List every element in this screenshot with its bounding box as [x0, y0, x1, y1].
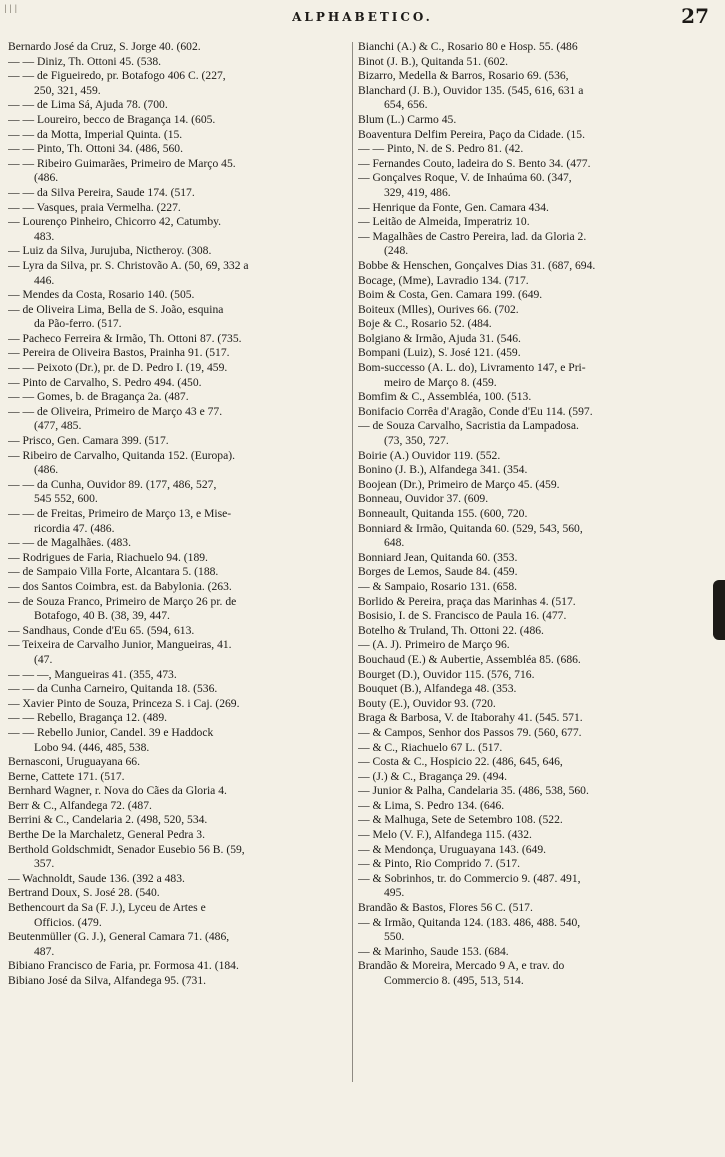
directory-entry-line: Beutenmüller (G. J.), General Camara 71. (486, — [8, 930, 230, 944]
directory-entry-line: — Rodrigues de Faria, Riachuelo 94. (189. — [8, 550, 208, 564]
directory-entry-line: — Mendes da Costa, Rosario 140. (505. — [8, 288, 195, 302]
column-divider — [352, 42, 353, 1082]
directory-entry-line: Bethencourt da Sa (F. J.), Lyceu de Artes e — [8, 901, 206, 915]
directory-entry-line: Blum (L.) Carmo 45. — [358, 112, 457, 126]
directory-entry-line: — (J.) & C., Bragança 29. (494. — [358, 769, 508, 783]
directory-entry-line: — — Diniz, Th. Ottoni 45. (538. — [8, 54, 162, 68]
directory-entry-line: 357. — [34, 857, 55, 871]
directory-entry-line: 487. — [34, 944, 55, 958]
directory-entry-line: 446. — [34, 273, 55, 287]
directory-entry-line: — Prisco, Gen. Camara 399. (517. — [8, 434, 169, 448]
directory-entry-line: (248. — [384, 244, 409, 258]
directory-entry-line: Berrini & C., Candelaria 2. (498, 520, 534. — [8, 813, 208, 827]
directory-entry-line: — — Pinto, Th. Ottoni 34. (486, 560. — [8, 142, 183, 156]
directory-entry-line: Boirie (A.) Ouvidor 119. (552. — [358, 448, 501, 462]
directory-entry-line: — Wachnoldt, Saude 136. (392 a 483. — [8, 871, 185, 885]
directory-entry-line: — — da Silva Pereira, Saude 174. (517. — [8, 185, 195, 199]
directory-entry-line: meiro de Março 8. (459. — [384, 375, 497, 389]
directory-entry-line: — — Gomes, b. de Bragança 2a. (487. — [8, 390, 189, 404]
directory-entry-line: Berthe De la Marchaletz, General Pedra 3. — [8, 828, 205, 842]
directory-entry-line: — Leitão de Almeida, Imperatriz 10. — [358, 215, 530, 229]
directory-entry-line: 648. — [384, 536, 405, 550]
directory-entry-line: — — de Figueiredo, pr. Botafogo 406 C. (227, — [8, 69, 226, 83]
directory-entry-line: Bouchaud (E.) & Aubertie, Assembléa 85. (686. — [358, 652, 581, 666]
directory-entry-line: — & C., Riachuelo 67 L. (517. — [358, 740, 503, 754]
directory-entry-line: Bizarro, Medella & Barros, Rosario 69. (536, — [358, 69, 569, 83]
directory-entry-line: Bonneault, Quitanda 155. (600, 720. — [358, 507, 528, 520]
directory-entry-line: Bouty (E.), Ouvidor 93. (720. — [358, 696, 496, 710]
directory-entry-line: — & Sampaio, Rosario 131. (658. — [358, 579, 518, 593]
directory-entry-line: Bolgiano & Irmão, Ajuda 31. (546. — [358, 331, 521, 345]
directory-entry-line: Commercio 8. (495, 513, 514. — [384, 974, 524, 987]
directory-entry-line: Berthold Goldschmidt, Senador Eusebio 56 B. (59, — [8, 842, 245, 856]
directory-entry-line: — de Oliveira Lima, Bella de S. João, esquina — [8, 302, 224, 316]
directory-entry-line: — Fernandes Couto, ladeira do S. Bento 34. (477. — [358, 156, 591, 170]
directory-entry-line: — Lyra da Silva, pr. S. Christovão A. (50, 69, 332 a — [8, 258, 249, 272]
left-column — [8, 40, 350, 989]
directory-entry-line: — Pacheco Ferreira & Irmão, Th. Ottoni 87. (735. — [8, 331, 242, 345]
directory-entry-line: — Teixeira de Carvalho Junior, Mangueiras, 41. — [8, 638, 232, 652]
directory-entry-line: — Junior & Palha, Candelaria 35. (486, 538, 560. — [358, 784, 589, 798]
directory-entry-line: — Henrique da Fonte, Gen. Camara 434. — [358, 200, 549, 214]
directory-entry-line: Brandão & Moreira, Mercado 9 A, e trav. do — [358, 959, 565, 973]
directory-entry-line: Bonneau, Ouvidor 37. (609. — [358, 492, 489, 506]
directory-entry-line: Bourget (D.), Ouvidor 115. (576, 716. — [358, 667, 535, 681]
directory-entry-line: Bonniard & Irmão, Quitanda 60. (529, 543, 560, — [358, 521, 583, 535]
directory-entry-line: — — Peixoto (Dr.), pr. de D. Pedro I. (19, 459. — [8, 361, 228, 375]
directory-entry-line: — — de Oliveira, Primeiro de Março 43 e 77. — [8, 404, 223, 418]
directory-entry-line: Boiteux (Mlles), Ourives 66. (702. — [358, 302, 519, 316]
directory-entry-line: 329, 419, 486. — [384, 185, 451, 199]
directory-entry-line: (73, 350, 727. — [384, 434, 449, 448]
directory-entry-line: Bompani (Luiz), S. José 121. (459. — [358, 346, 521, 360]
directory-entry-line: — & Irmão, Quitanda 124. (183. 486, 488. 540, — [358, 915, 581, 929]
directory-entry-line: (486. — [34, 463, 59, 477]
directory-entry-line: ricordia 47. (486. — [34, 521, 115, 535]
directory-entry-line: — de Sampaio Villa Forte, Alcantara 5. (188. — [8, 565, 219, 579]
directory-entry-line: — Sandhaus, Conde d'Eu 65. (594, 613. — [8, 623, 195, 637]
directory-entry-line: — Xavier Pinto de Souza, Princeza S. i Caj. (269. — [8, 696, 240, 710]
directory-entry-line: — & Marinho, Saude 153. (684. — [358, 944, 509, 958]
directory-entry-line: — — de Magalhães. (483. — [8, 536, 131, 550]
directory-entry-line: — de Souza Franco, Primeiro de Março 26 pr. de — [8, 594, 237, 608]
directory-entry-line: — de Souza Carvalho, Sacristia da Lampadosa. — [358, 419, 579, 433]
directory-entry-line: — Melo (V. F.), Alfandega 115. (432. — [358, 828, 532, 842]
directory-entry-line: — Gonçalves Roque, V. de Inhaúma 60. (347, — [358, 171, 572, 185]
directory-entry-line: — — Vasques, praia Vermelha. (227. — [8, 200, 181, 214]
directory-entry-line: Binot (J. B.), Quitanda 51. (602. — [358, 54, 509, 68]
directory-entry-line: — — da Motta, Imperial Quinta. (15. — [8, 127, 183, 141]
directory-entry-line: Bosisio, I. de S. Francisco de Paula 16. (477. — [358, 609, 567, 623]
directory-entry-line: — — de Lima Sá, Ajuda 78. (700. — [8, 98, 168, 112]
directory-entry-line: — (A. J). Primeiro de Março 96. — [358, 638, 510, 652]
directory-entry-line: Bouquet (B.), Alfandega 48. (353. — [358, 682, 517, 696]
directory-entry-line: Berr & C., Alfandega 72. (487. — [8, 798, 152, 812]
directory-entry-line: Bianchi (A.) & C., Rosario 80 e Hosp. 55. (486 — [358, 40, 578, 53]
directory-entry-line: — Lourenço Pinheiro, Chicorro 42, Catumby. — [8, 215, 222, 229]
directory-entry-line: — Pinto de Carvalho, S. Pedro 494. (450. — [8, 375, 202, 389]
directory-entry-line: — — Ribeiro Guimarães, Primeiro de Março 45. — [8, 156, 236, 170]
directory-entry-line: Bonino (J. B.), Alfandega 341. (354. — [358, 463, 528, 477]
directory-entry-line: Boim & Costa, Gen. Camara 199. (649. — [358, 288, 543, 302]
directory-entry-line: Officios. (479. — [34, 915, 102, 929]
directory-entry-line: Boojean (Dr.), Primeiro de Março 45. (459. — [358, 477, 560, 491]
margin-ink-mark — [713, 580, 725, 640]
directory-entry-line: 495. — [384, 886, 405, 900]
directory-entry-line: Bernardo José da Cruz, S. Jorge 40. (602. — [8, 40, 201, 53]
directory-entry-line: Borges de Lemos, Saude 84. (459. — [358, 565, 518, 579]
page-header — [0, 4, 725, 30]
directory-entry-line: — — de Freitas, Primeiro de Março 13, e Mise- — [8, 507, 232, 520]
running-title: ALPHABETICO. — [292, 10, 433, 24]
directory-entry-line: da Pão-ferro. (517. — [34, 317, 122, 331]
directory-entry-line: Bibiano José da Silva, Alfandega 95. (731. — [8, 974, 207, 987]
directory-entry-line: (486. — [34, 171, 59, 185]
directory-entry-line: Braga & Barbosa, V. de Itaborahy 41. (545. 571. — [358, 711, 583, 725]
directory-entry-line: — & Sobrinhos, tr. do Commercio 9. (487. 491, — [358, 871, 581, 885]
directory-entry-line: 483. — [34, 229, 55, 243]
directory-entry-line: Botafogo, 40 B. (38, 39, 447. — [34, 609, 170, 623]
directory-entry-line: Bocage, (Mme), Lavradio 134. (717. — [358, 273, 529, 287]
directory-entry-line: Bernhard Wagner, r. Nova do Cães da Gloria 4. — [8, 784, 227, 798]
directory-entry-line: — Magalhães de Castro Pereira, lad. da Gloria 2. — [358, 229, 587, 243]
directory-entry-line: 250, 321, 459. — [34, 83, 101, 97]
directory-entry-line: — — Rebello, Bragança 12. (489. — [8, 711, 168, 725]
directory-entry-line: Lobo 94. (446, 485, 538. — [34, 740, 150, 754]
directory-entry-line: — & Malhuga, Sete de Setembro 108. (522. — [358, 813, 563, 827]
directory-entry-line: Botelho & Truland, Th. Ottoni 22. (486. — [358, 623, 544, 637]
directory-entry-line: Bonniard Jean, Quitanda 60. (353. — [358, 550, 518, 564]
directory-entry-line: — & Campos, Senhor dos Passos 79. (560, 677. — [358, 725, 582, 739]
directory-entry-line: Bernasconi, Uruguayana 66. — [8, 755, 140, 769]
directory-entry-line: Borlido & Pereira, praça das Marinhas 4. (517. — [358, 594, 576, 608]
directory-entry-line: Blanchard (J. B.), Ouvidor 135. (545, 616, 631 a — [358, 83, 584, 97]
directory-entry-line: Boaventura Delfim Pereira, Paço da Cidade. (15. — [358, 127, 585, 141]
directory-entry-line: — dos Santos Coimbra, est. da Babylonia. (263. — [8, 579, 232, 593]
directory-entry-line: Bertrand Doux, S. José 28. (540. — [8, 886, 160, 900]
directory-entry-line: Bomfim & C., Assembléa, 100. (513. — [358, 390, 532, 404]
directory-entry-line: Brandão & Bastos, Flores 56 C. (517. — [358, 901, 533, 915]
directory-entry-line: 545 552, 600. — [34, 492, 98, 506]
directory-entry-line: — — Rebello Junior, Candel. 39 e Haddock — [8, 725, 214, 739]
directory-entry-line: Bobbe & Henschen, Gonçalves Dias 31. (687, 694. — [358, 258, 596, 272]
directory-entry-line: — — da Cunha Carneiro, Quitanda 18. (536. — [8, 682, 218, 696]
directory-entry-line: — & Pinto, Rio Comprido 7. (517. — [358, 857, 521, 871]
right-column — [358, 40, 718, 989]
directory-entry-line: — — Loureiro, becco de Bragança 14. (605. — [8, 112, 216, 126]
corner-mark: | | | — [4, 4, 18, 13]
directory-entry-line: — — Pinto, N. de S. Pedro 81. (42. — [358, 142, 524, 156]
directory-entry-line: 550. — [384, 930, 405, 944]
directory-entry-line: — Costa & C., Hospicio 22. (486, 645, 646, — [358, 755, 563, 769]
directory-entry-line: Bonifacio Corrêa d'Aragão, Conde d'Eu 114. (597. — [358, 404, 593, 418]
directory-entry-line: — — —, Mangueiras 41. (355, 473. — [8, 667, 177, 681]
directory-entry-line: 654, 656. — [384, 98, 428, 112]
directory-entry-line: (47. — [34, 652, 53, 666]
directory-entry-line: — Ribeiro de Carvalho, Quitanda 152. (Europa). — [8, 448, 235, 462]
directory-entry-line: — & Lima, S. Pedro 134. (646. — [358, 798, 505, 812]
directory-entry-line: Boje & C., Rosario 52. (484. — [358, 317, 492, 331]
directory-entry-line: — & Mendonça, Uruguayana 143. (649. — [358, 842, 547, 856]
directory-entry-line: — Pereira de Oliveira Bastos, Prainha 91. (517. — [8, 346, 230, 360]
directory-entry-line: Bom-successo (A. L. do), Livramento 147, e Pri- — [358, 361, 586, 375]
page-number: 27 — [681, 4, 709, 28]
directory-entry-line: Berne, Cattete 171. (517. — [8, 769, 125, 783]
directory-entry-line: — — da Cunha, Ouvidor 89. (177, 486, 527, — [8, 477, 217, 491]
directory-entry-line: Bibiano Francisco de Faria, pr. Formosa 41. (184. — [8, 959, 239, 973]
directory-entry-line: (477, 485. — [34, 419, 82, 433]
directory-entry-line: — Luiz da Silva, Jurujuba, Nictheroy. (308. — [8, 244, 212, 258]
